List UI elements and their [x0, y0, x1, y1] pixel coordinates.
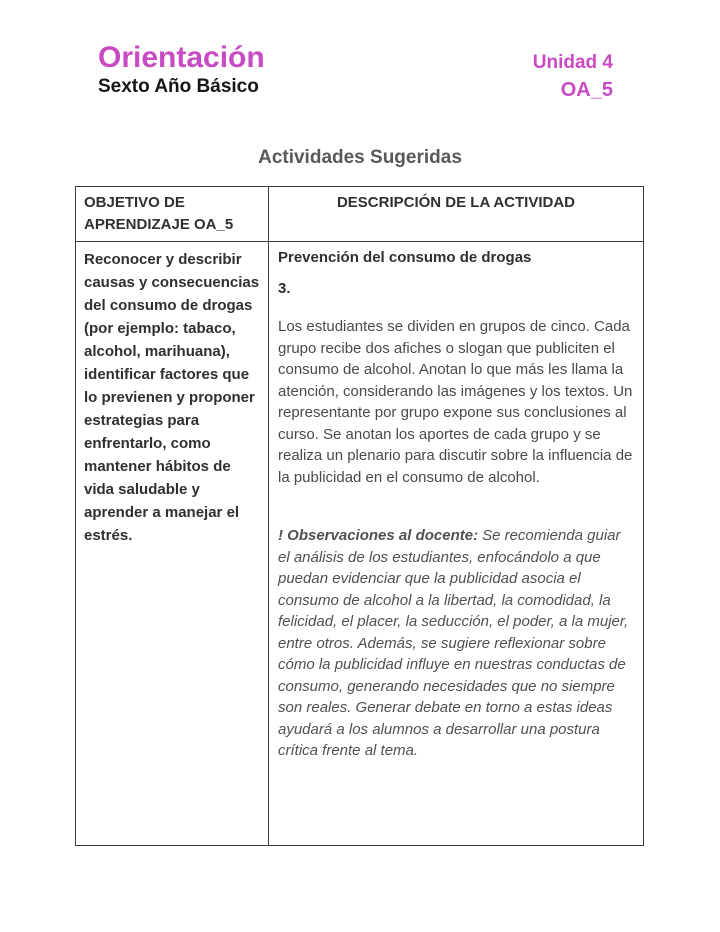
page-title: Actividades Sugeridas	[258, 147, 462, 168]
column-header-description: DESCRIPCIÓN DE LA ACTIVIDAD	[269, 187, 644, 242]
description-cell	[269, 242, 644, 846]
unit-label: Unidad 4	[532, 52, 613, 73]
activities-table	[75, 186, 644, 846]
activity-number: 3.	[278, 280, 291, 297]
oa-label: OA_5	[560, 79, 613, 101]
table-header-row	[76, 187, 644, 242]
header-left	[98, 42, 265, 98]
activity-title: Prevención del consumo de drogas	[278, 249, 532, 266]
objective-text: Reconocer y describir causas y consecuencias del consumo de drogas (por ejemplo: tabaco, alcohol, marihuana), identificar factores que lo previenen y proponer estrategias para enfrentarlo, como mantener hábitos de vida saludable y aprender a manejar el estrés.	[84, 251, 260, 544]
column-header-objective: OBJETIVO DE APRENDIZAJE OA_5	[76, 187, 269, 242]
teacher-note-text: Se recomienda guiar el análisis de los estudiantes, enfocándolo a que puedan evidenciar que la publicidad asocia el consumo de alcohol a la libertad, la comodidad, la felicidad, el placer, la seducción, el poder, a la mujer, entre otros. Además, se sugiere reflexionar sobre cómo la publicidad influye en nuestras conductas de consumo, generando necesidades que no siempre son reales. Generar debate en torno a estas ideas ayudará a los alumnos a desarrollar una postura crítica frente al tema.	[278, 527, 629, 759]
teacher-note-label: ! Observaciones al docente:	[278, 527, 479, 544]
header-right	[533, 52, 613, 101]
teacher-note	[278, 525, 634, 762]
grade-subtitle: Sexto Año Básico	[98, 76, 259, 97]
subject-title: Orientación	[98, 41, 265, 74]
table-row	[76, 242, 644, 846]
activity-description: Los estudiantes se dividen en grupos de cinco. Cada grupo recibe dos afiches o slogan que publiciten el consumo de alcohol. Anotan lo que más les llama la atención, considerando las imágenes y los textos. Un representante por grupo expone sus conclusiones al curso. Se anotan los aportes de cada grupo y se realiza un plenario para discutir sobre la influencia de la publicidad en el consumo de alcohol.	[278, 318, 633, 486]
objective-cell	[76, 242, 269, 846]
